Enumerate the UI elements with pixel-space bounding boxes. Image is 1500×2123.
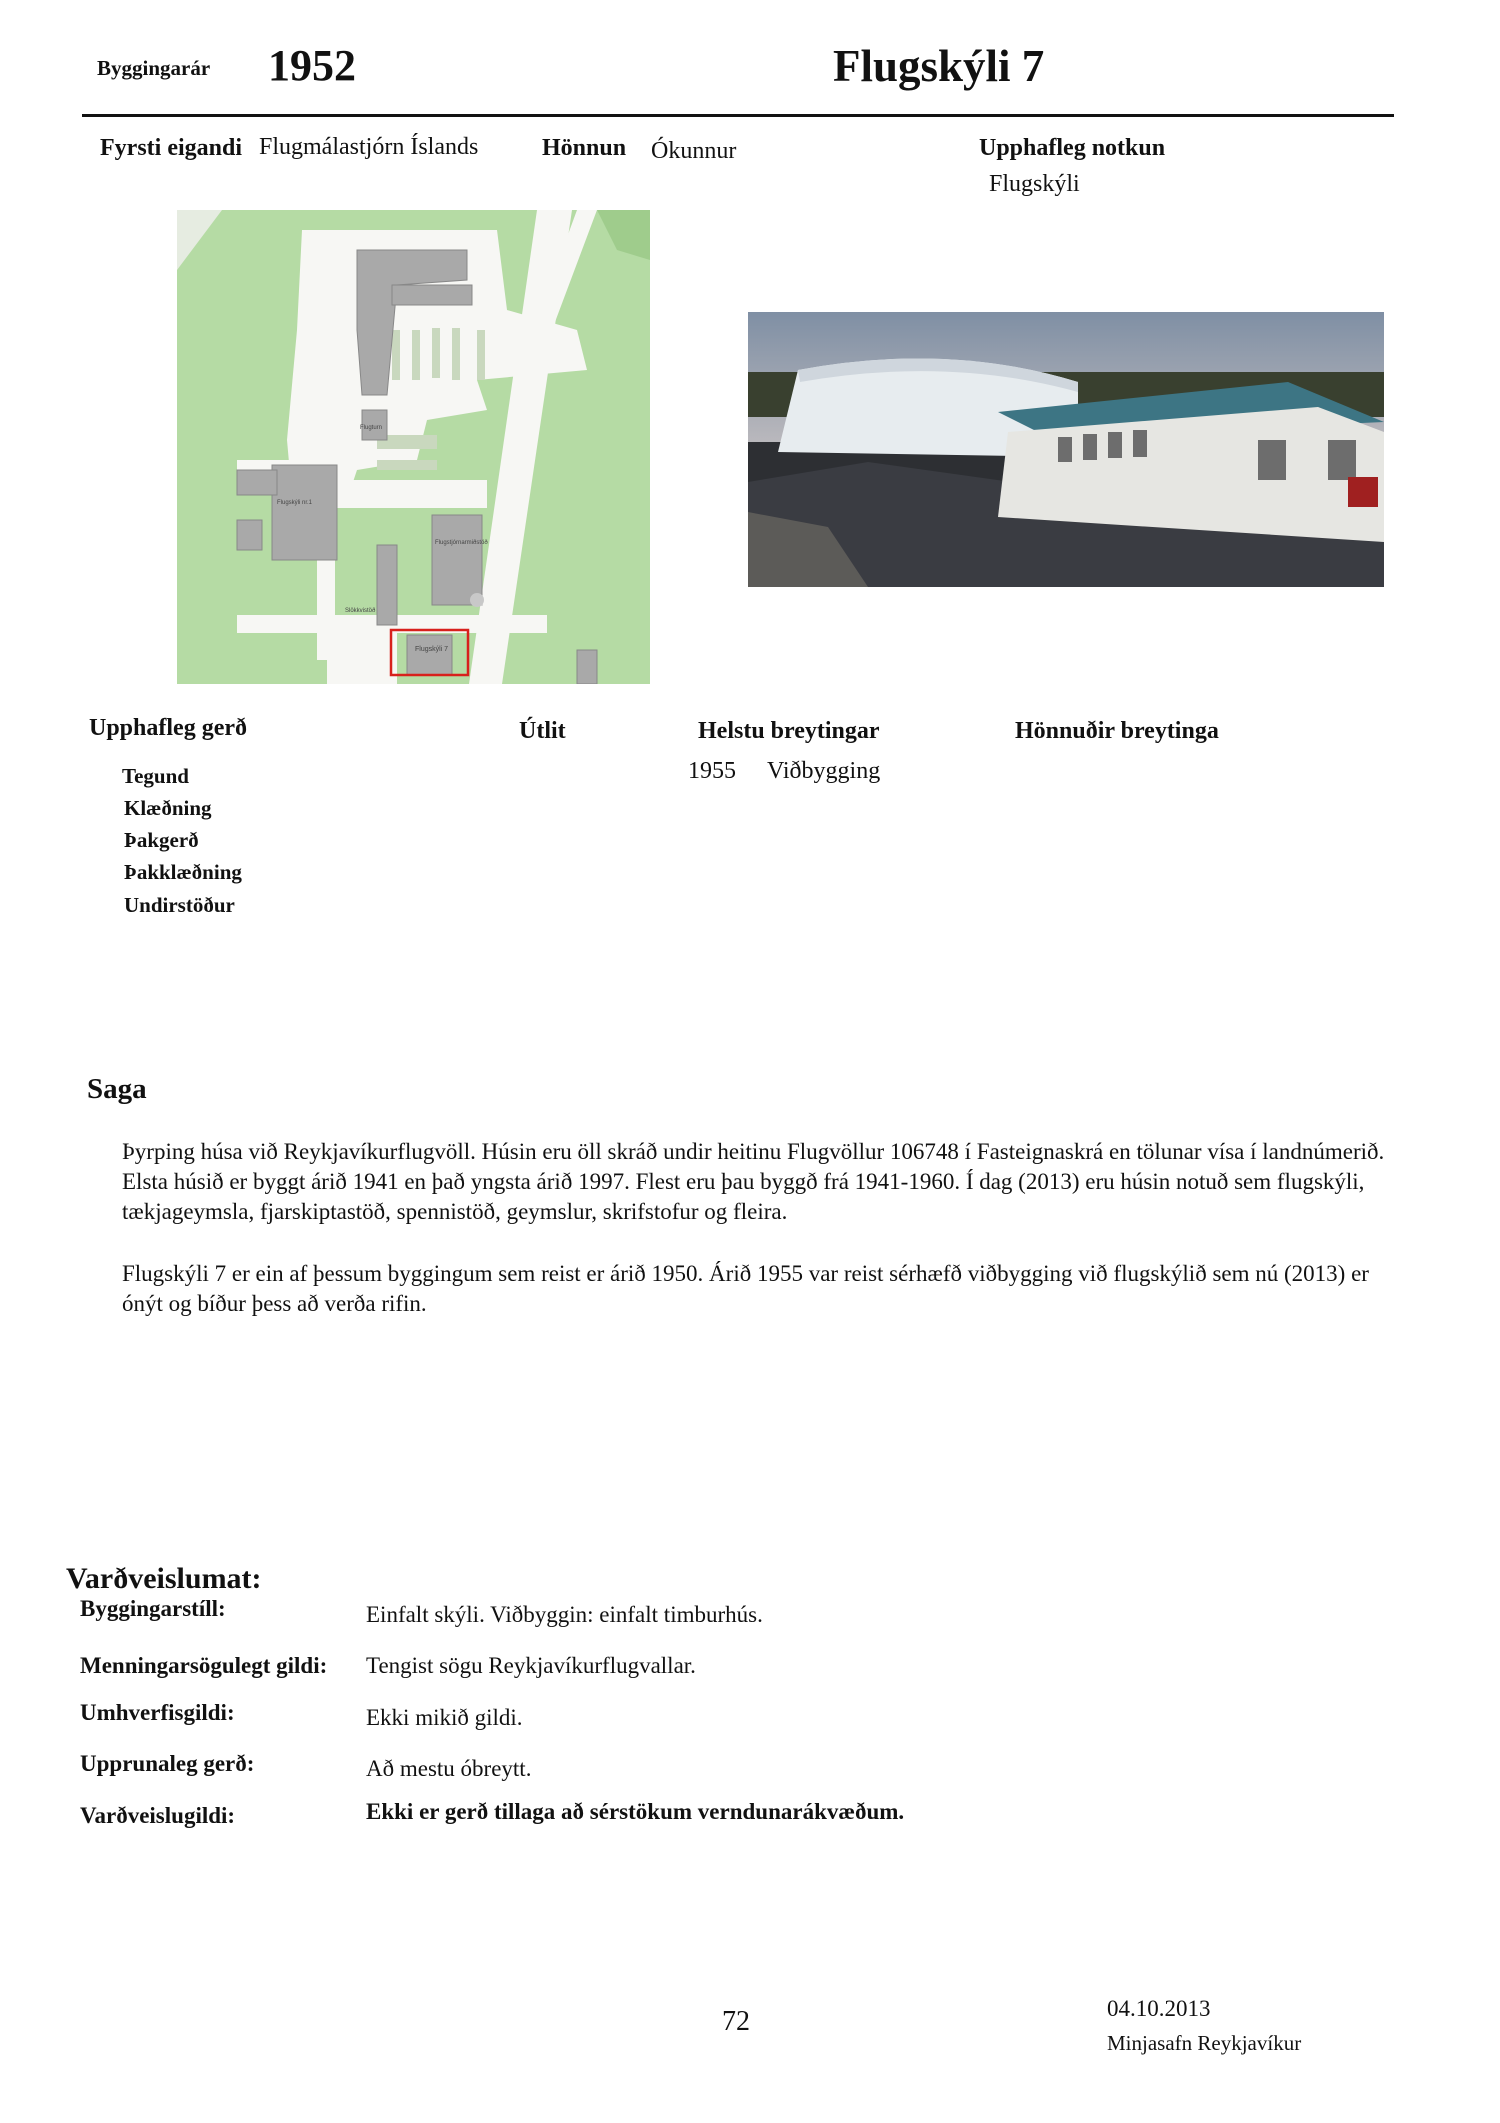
map-label: Flugstjórnarmiðstöð [435,540,488,546]
environment-label: Umhverfisgildi: [80,1700,235,1725]
header-divider [82,114,1394,117]
use-label: Upphafleg notkun [979,135,1166,161]
year-value: 1952 [268,41,356,90]
footer-organization: Minjasafn Reykjavíkur [1107,2031,1302,2055]
preservation-value-label: Varðveislugildi: [80,1803,236,1828]
environment-value: Ekki mikið gildi. [366,1705,523,1730]
map-label: Flugskýli nr.1 [277,500,313,506]
preservation-heading: Varðveislumat: [66,1562,262,1595]
design-label: Hönnun [542,135,627,161]
change-text: Viðbygging [767,758,881,784]
original-form-label: Upprunaleg gerð: [80,1751,255,1776]
cladding-item: Klæðning [124,796,212,820]
preservation-value: Ekki er gerð tillaga að sérstökum verndunarákvæðum. [366,1799,905,1824]
cultural-value: Tengist sögu Reykjavíkurflugvallar. [366,1653,696,1678]
building-photo [748,312,1384,587]
cultural-value-label: Menningarsögulegt gildi: [80,1653,328,1678]
owner-label: Fyrsti eigandi [100,135,242,161]
page-number: 72 [722,2006,750,2037]
owner-value: Flugmálastjórn Íslands [259,134,479,160]
style-value: Einfalt skýli. Viðbyggin: einfalt timburhús. [366,1602,763,1627]
type-item: Tegund [122,764,189,788]
footer-date: 04.10.2013 [1107,1996,1211,2021]
page-title: Flugskýli 7 [833,41,1045,91]
saga-heading: Saga [87,1073,147,1105]
use-value: Flugskýli [989,171,1080,197]
original-type-label: Upphafleg gerð [89,715,247,741]
map-label: Slökkvistöð [345,608,376,614]
original-form-value: Að mestu óbreytt. [366,1756,532,1781]
site-map [177,210,650,684]
map-label-target: Flugskýli 7 [415,646,449,653]
year-label: Byggingarár [97,56,211,80]
roof-type-item: Þakgerð [124,828,199,852]
saga-paragraph-1: Þyrping húsa við Reykjavíkurflugvöll. Húsin eru öll skráð undir heitinu Flugvöllur 106748 í Fasteignaskrá en tölunar vísa í landnúmerið. Elsta húsið er byggt árið 1941 en það yngsta árið 1997. Flest eru þau byggð frá 1941-1960. Í dag (2013) eru húsin notuð sem flugskýli, tækjageymsla, fjarskiptastöð, spennistöð, geymslur, skrifstofur og fleira. [122,1139,1385,1224]
changes-label: Helstu breytingar [698,718,880,744]
map-label: Flugturn [360,425,383,431]
foundation-item: Undirstöður [124,893,235,917]
roof-cladding-item: Þakklæðning [124,860,242,884]
style-label: Byggingarstíll: [80,1596,226,1621]
saga-paragraph-2: Flugskýli 7 er ein af þessum byggingum sem reist er árið 1950. Árið 1955 var reist sérhæfð viðbygging við flugskýlið sem nú (2013) er ónýt og bíður þess að verða rifin. [122,1261,1369,1316]
change-designers-label: Hönnuðir breytinga [1015,718,1219,744]
design-value: Ókunnur [651,138,737,164]
appearance-label: Útlit [519,718,566,744]
change-year: 1955 [688,758,736,784]
